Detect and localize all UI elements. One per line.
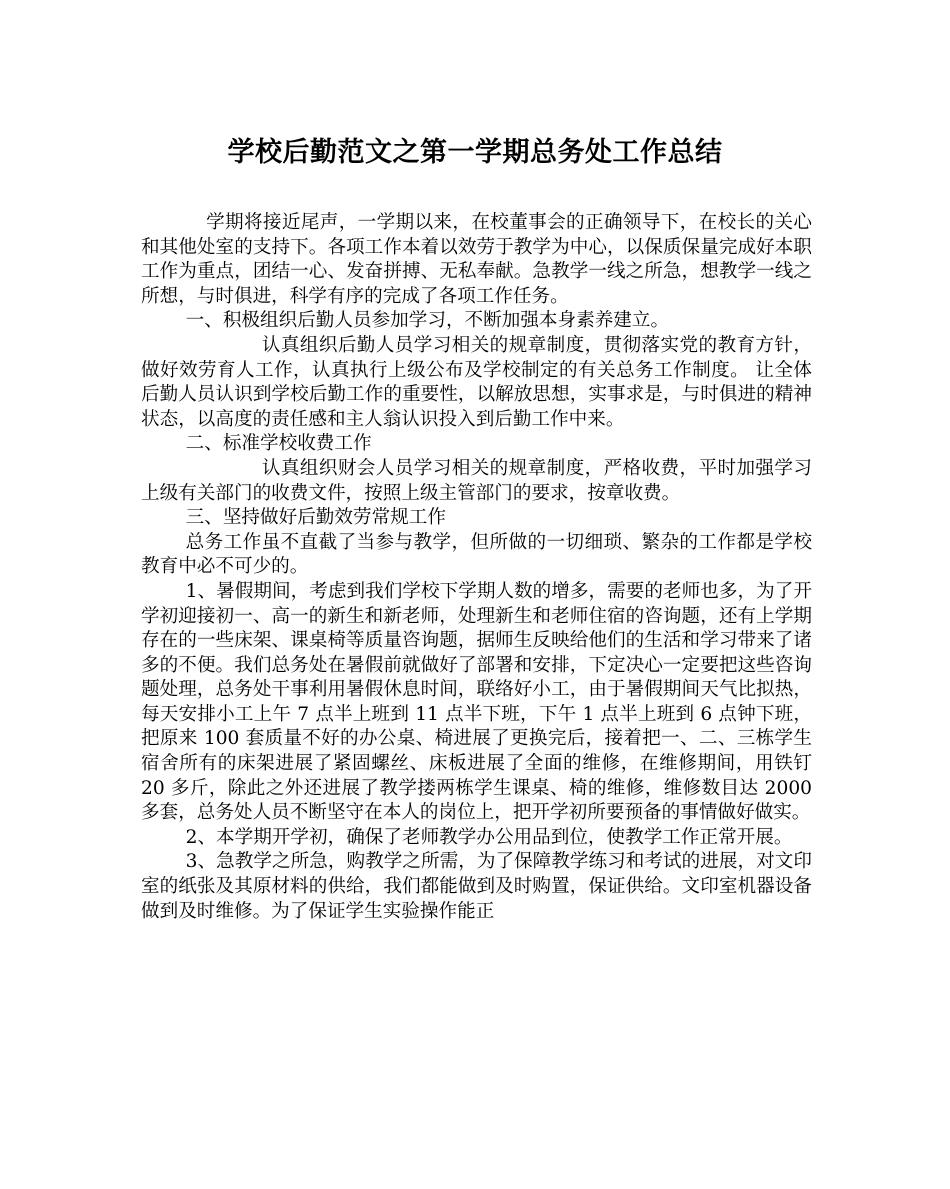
paragraph-section-1: 认真组织后勤人员学习相关的规章制度，贯彻落实党的教育方针，做好效劳育人工作，认真执行上级公布及学校制定的有关总务工作制度。 让全体后勤人员认识到学校后勤工作的重要性，以解放思想，实事求是，与时俱进的精神状态，以高度的责任感和主人翁认识投入到后勤工作中来。 — [141, 334, 812, 430]
paragraph-item-3: 3、急教学之所急，购教学之所需，为了保障教学练习和考试的进展，对文印室的纸张及其原材料的供给，我们都能做到及时购置，保证供给。文印室机器设备做到及时维修。为了保证学生实验操作能正 — [141, 851, 812, 922]
document-title: 学校后勤范文之第一学期总务处工作总结 — [227, 137, 723, 168]
section-heading-1: 一、积极组织后勤人员参加学习，不断加强本身素养建立。 — [185, 310, 670, 332]
section-heading-3: 三、坚持做好后勤效劳常规工作 — [185, 507, 446, 529]
paragraph-intro: 学期将接近尾声，一学期以来，在校董事会的正确领导下，在校长的关心和其他处室的支持下。各项工作本着以效劳于教学为中心，以保质保量完成好本职工作为重点，团结一心、发奋拼搏、无私奉献。急教学一线之所急，想教学一线之所想，与时俱进，科学有序的完成了各项工作任务。 — [141, 212, 812, 307]
paragraph-item-1: 1、暑假期间，考虑到我们学校下学期人数的增多，需要的老师也多，为了开学初迎接初一、高一的新生和新老师，处理新生和老师住宿的咨询题，还有上学期存在的一些床架、课桌椅等质量咨询题，据师生反映给他们的生活和学习带来了诸多的不便。我们总务处在暑假前就做好了部署和安排，下定决心一定要把这些咨询题处理，总务处干事利用暑假休息时间，联络好小工，由于暑假期间天气比拟热，每天安排小工上午 7 点半上班到 11 点半下班，下午 1 点半上班到 6 点钟下班，把原来 100 套质量不好的办公桌、椅进展了更换完后，接着把一、二、三栋学生宿舍所有的床架进展了紧固螺丝、床板进展了全面的维修，在维修期间，用铁钉 20 多斤，除此之外还进展了教学搂两栋学生课桌、椅的维修，维修数目达 2000 多套，总务处人员不断坚守在本人的岗位上，把开学初所要预备的事情做好做实。 — [141, 580, 812, 824]
paragraph-section-2: 认真组织财会人员学习相关的规章制度，严格收费，平时加强学习上级有关部门的收费文件，按照上级主管部门的要求，按章收费。 — [141, 457, 812, 504]
paragraph-item-2: 2、本学期开学初，确保了老师教学办公用品到位，使教学工作正常开展。 — [185, 826, 793, 848]
paragraph-section-3-intro: 总务工作虽不直截了当参与教学，但所做的一切细琐、繁杂的工作都是学校教育中必不可少的。 — [141, 531, 812, 578]
section-heading-2: 二、标准学校收费工作 — [185, 433, 372, 455]
document-body — [141, 211, 812, 924]
